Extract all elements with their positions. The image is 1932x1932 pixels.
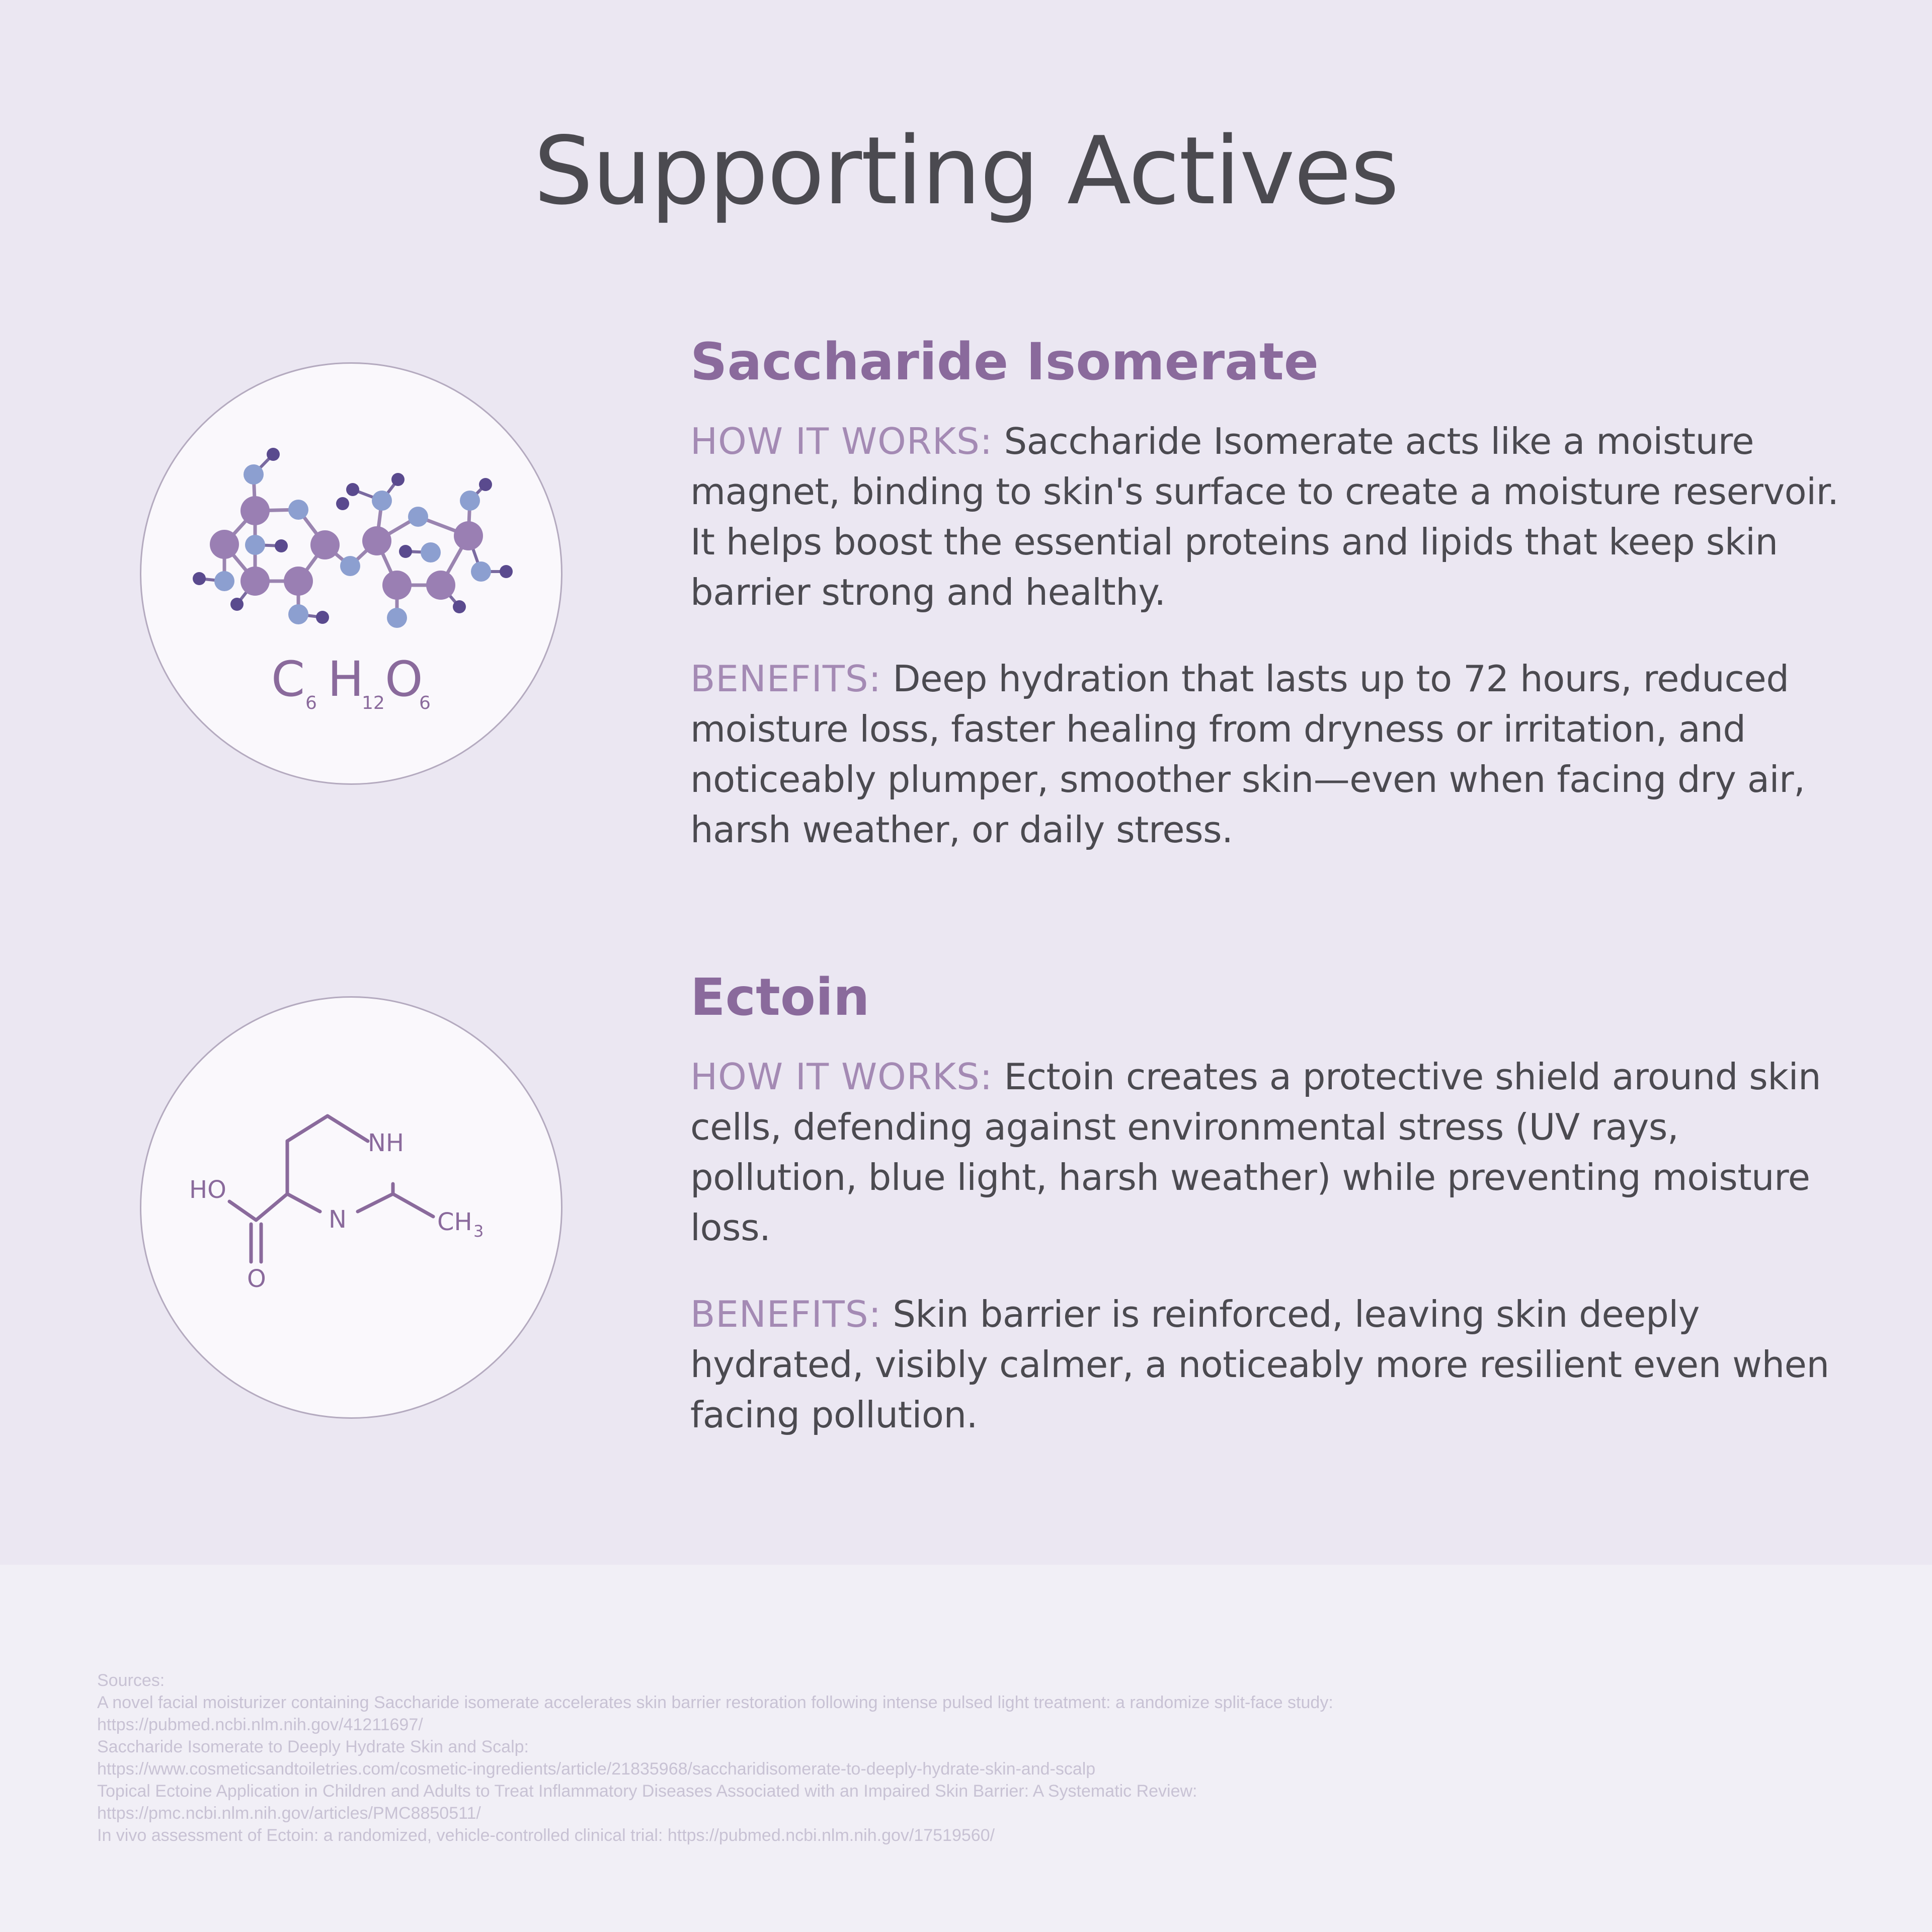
source-link[interactable]: https://pmc.ncbi.nlm.nih.gov/articles/PMC8850511/ xyxy=(97,1804,481,1823)
formula-h: H xyxy=(328,651,364,707)
structural-formula-icon xyxy=(141,998,562,1419)
benefits-label: BENEFITS: xyxy=(690,1293,881,1335)
ectoin-ch-sub-label: 3 xyxy=(473,1222,484,1241)
section-saccharide-isomerate xyxy=(690,330,1847,891)
source-line: A novel facial moisturizer containing Saccharide isomerate accelerates skin barrier restoration following intense pulsed light treatment: a randomize split-face study: xyxy=(97,1693,1333,1712)
section-ectoin xyxy=(690,965,1847,1476)
how-it-works-label: HOW IT WORKS: xyxy=(690,420,993,462)
formula-c: C xyxy=(271,651,305,707)
sources-heading: Sources: xyxy=(97,1671,165,1690)
formula-h-sub: 12 xyxy=(362,693,385,713)
how-it-works-text: Saccharide Isomerate acts like a moisture magnet, binding to skin's surface to create a moisture reservoir. It helps boost the essential proteins and lipids that keep skin barrier strong and healthy. xyxy=(690,420,1839,613)
how-it-works-label: HOW IT WORKS: xyxy=(690,1056,993,1098)
source-link[interactable]: https://pubmed.ncbi.nlm.nih.gov/41211697/ xyxy=(97,1715,423,1734)
benefits-text: Deep hydration that lasts up to 72 hours, reduced moisture loss, faster healing from dryness or irritation, and noticeably plumper, smoother skin—even when facing dry air, harsh weather, or daily stress. xyxy=(690,658,1805,851)
ectoin-nh-label: NH xyxy=(368,1129,404,1157)
molecule-3d-icon xyxy=(141,364,562,785)
source-line[interactable]: In vivo assessment of Ectoin: a randomized, vehicle-controlled clinical trial: https://pubmed.ncbi.nlm.nih.gov/17519560/ xyxy=(97,1826,995,1845)
formula-o: O xyxy=(385,651,423,707)
benefits-text: Skin barrier is reinforced, leaving skin deeply hydrated, visibly calmer, a noticeably more resilient even when facing pollution. xyxy=(690,1293,1829,1436)
ectoin-ho-label: HO xyxy=(189,1176,226,1204)
how-it-works-paragraph xyxy=(690,416,1847,617)
how-it-works-paragraph xyxy=(690,1052,1847,1253)
saccharide-molecule-illustration xyxy=(140,362,562,785)
sources-list xyxy=(97,1669,1833,1846)
ectoin-n-label: N xyxy=(329,1205,347,1234)
page-title: Supporting Actives xyxy=(533,116,1399,225)
chemical-formula xyxy=(271,651,431,713)
section-title: Saccharide Isomerate xyxy=(690,332,1319,392)
source-link[interactable]: https://www.cosmeticsandtoiletries.com/cosmetic-ingredients/article/21835968/saccharidisomerate-to-deeply-hydrate-skin-and-scalp xyxy=(97,1759,1096,1779)
ectoin-o-label: O xyxy=(247,1265,266,1293)
benefits-paragraph xyxy=(690,1289,1847,1440)
benefits-label: BENEFITS: xyxy=(690,658,881,700)
ectoin-molecule-illustration xyxy=(140,996,562,1419)
ectoin-ch-label: CH xyxy=(437,1208,472,1236)
source-line: Saccharide Isomerate to Deeply Hydrate Skin and Scalp: xyxy=(97,1737,529,1756)
formula-c-sub: 6 xyxy=(305,693,317,713)
source-line: Topical Ectoine Application in Children and Adults to Treat Inflammatory Diseases Associated with an Impaired Skin Barrier: A Systematic Review: xyxy=(97,1782,1197,1801)
benefits-paragraph xyxy=(690,654,1847,855)
section-title: Ectoin xyxy=(690,968,870,1027)
how-it-works-text: Ectoin creates a protective shield around skin cells, defending against environmental stress (UV rays, pollution, blue light, harsh weather) while preventing moisture loss. xyxy=(690,1056,1821,1249)
formula-o-sub: 6 xyxy=(419,693,431,713)
